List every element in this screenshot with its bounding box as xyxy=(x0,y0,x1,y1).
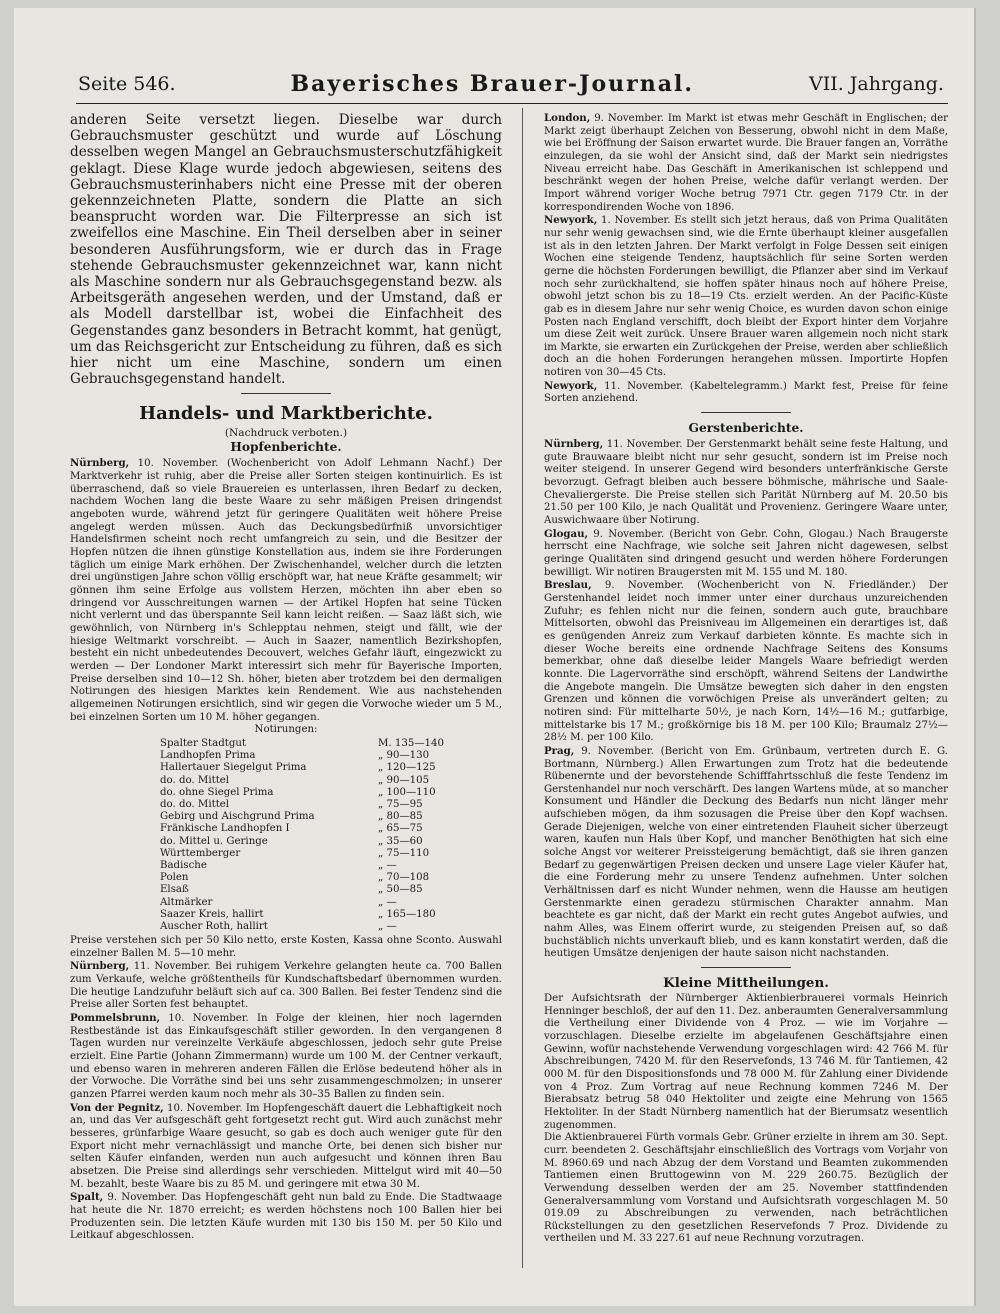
price-value: „ — xyxy=(378,896,397,908)
section-rule xyxy=(701,412,791,413)
price-sort: do. do. Mittel xyxy=(160,774,230,786)
price-row xyxy=(70,921,502,933)
price-sort: Elsaß xyxy=(160,884,189,896)
price-value: „ 90—130 xyxy=(378,750,430,762)
page-number: Seite 546. xyxy=(78,73,176,95)
price-value: „ 100—110 xyxy=(378,786,436,798)
price-row xyxy=(70,823,502,835)
price-row xyxy=(70,762,502,774)
report-body: 10. November. In Folge der kleinen, hier noch lagernden Restbestände ist das Einkaufsgeschäft stiller geworden. In den vergangenen 8 Tagen wurden nur vereinzelte Verkäufe abgeschlossen, jedoch sehr gute Preise erzielt. Eine Partie (Johann Zimmermann) wurde um 100 M. der Centner verkauft, und ebenso waren in mehreren anderen Fällen die Erlöse bedeutend höher als in der Vorwoche. Die Vorräthe sind bei uns sehr zusammengeschmolzen; in unserer ganzen Pfarrei werden kaum noch mehr als 30–35 Ballen zu finden sein. xyxy=(70,1013,502,1101)
price-value: „ 165—180 xyxy=(378,908,436,920)
price-row xyxy=(70,811,502,823)
prices-note: Preise verstehen sich per 50 Kilo netto, erste Kosten, Kassa ohne Sconto. Auswahl einzelner Ballen M. 5—10 mehr. xyxy=(70,935,502,959)
report-body: 9. November. (Bericht von Em. Grünbaum, vertreten durch E. G. Bortmann, Nürnberg.) Allen Erwartungen zum Trotz hat die bedeutende Rübenernte und der bevorstehende Schifffahrtsschluß die feste Tendenz im Gerstenhandel nur noch verschärft. Des langen Wartens müde, at so mancher Konsument und Händler die Deckung des Bedarfs nun nicht länger mehr aufschieben mögen, da ihm sozusagen die Preise über den Kopf wachsen. Gerade Diejenigen, welche von einer eintretenden Flauheit sicher überzeugt waren, kaufen nun Hals über Kopf, und mancher Benöthigten hat sich eine solche Angst vor weiterer Preissteigerung bemächtigt, daß sie ihren ganzen Bedarf zu gegenwärtigen Preisen decken und unsere Lage vieler Käufer hat, die eine Forderung mehr zu unsere Tendenz aufnehmen. Unter solchen Verhältnissen darf es nicht Wunder nehmen, wenn die Hausse am heutigen Gerstenmarkte einen geradezu stürmischen Charakter annahm. Man beachtete es gar nicht, daß der Markt ein recht gutes Angebot aufwies, und nahm Alles, was Einem offerirt wurde, zu steigenden Preisen auf, so daß buchstäblich nichts unverkauft blieb, und es kann konstatirt werden, daß die heutigen Umsätze denjenigen der haute saison nicht nachstanden. xyxy=(544,745,948,960)
price-row xyxy=(70,799,502,811)
newspaper-page xyxy=(14,8,976,1306)
report-pegnitz xyxy=(70,1102,502,1192)
report-nuernberg-2 xyxy=(70,960,502,1012)
price-value: „ 50—85 xyxy=(378,884,423,896)
price-value: „ — xyxy=(378,859,397,871)
price-table xyxy=(70,738,502,933)
report-body: 9. November. Im Markt ist etwas mehr Geschäft in Englischen; der Markt zeigt überhaupt Zeichen von Besserung, obwohl nicht in dem Maße, wie bei Eröffnung der Saison erwartet wurde. Die Brauer fangen an, Vorräthe einzulegen, da sie wohl der Ansicht sind, daß der Markt sein niedrigstes Niveau erreicht habe. Das Geschäft in Amerikanischen ist schleppend und beschränkt wegen der hohen Preise, welche dafür verlangt werden. Der Import während voriger Woche betrug 7971 Ctr. gegen 7179 Ctr. in der korrespondirenden Woche von 1896. xyxy=(544,113,948,213)
report-body: 9. November. Das Hopfengeschäft geht nun bald zu Ende. Die Stadtwaage hat heute die Nr. 1870 erreicht; es werden höchstens noch 100 Ballen hier bei Produzenten sein. Die letzten Käufe wurden mit 130 bis 150 M. per 50 Kilo und Leitkauf abgeschlossen. xyxy=(70,1192,502,1242)
gersten-title: Gerstenberichte. xyxy=(688,421,804,436)
report-glogau xyxy=(544,528,948,580)
price-sort: Auscher Roth, hallirt xyxy=(160,920,268,932)
journal-title: Bayerisches Brauer-Journal. xyxy=(290,71,695,97)
price-row xyxy=(70,860,502,872)
price-value: „ 75—95 xyxy=(378,798,423,810)
report-nuernberg-1 xyxy=(70,457,502,724)
price-sort: Landhopfen Prima xyxy=(160,750,256,762)
price-value: „ 80—85 xyxy=(378,811,423,823)
price-value: M. 135—140 xyxy=(378,737,444,749)
report-place: Breslau, xyxy=(544,579,592,592)
section-note: (Nachdruck verboten.) xyxy=(224,427,348,440)
left-column xyxy=(70,112,502,1252)
price-sort: do. do. Mittel xyxy=(160,798,230,810)
price-sort: Gebirg und Aischgrund Prima xyxy=(160,811,315,823)
price-sort: do. ohne Siegel Prima xyxy=(160,786,274,798)
report-g-nuernberg xyxy=(544,438,948,528)
page-header xyxy=(78,68,944,100)
price-value: „ 75—110 xyxy=(378,847,430,859)
header-rule xyxy=(76,103,948,104)
report-spalt xyxy=(70,1191,502,1243)
report-pommelsbrunn xyxy=(70,1012,502,1102)
report-place: Nürnberg, xyxy=(544,438,604,451)
report-place: Nürnberg, xyxy=(70,457,130,470)
price-sort: Württemberger xyxy=(160,847,241,859)
report-place: Newyork, xyxy=(544,379,598,392)
price-row xyxy=(70,836,502,848)
report-place: Glogau, xyxy=(544,527,589,540)
subsection-title: Hopfenberichte. xyxy=(230,440,342,455)
price-sort: Fränkische Landhopfen I xyxy=(160,823,290,835)
price-row xyxy=(70,848,502,860)
price-sort: Spalter Stadtgut xyxy=(160,737,247,749)
section-rule xyxy=(701,967,791,968)
report-london xyxy=(544,112,948,214)
price-value: „ 35—60 xyxy=(378,835,423,847)
price-value: „ 65—75 xyxy=(378,823,423,835)
price-row xyxy=(70,909,502,921)
kleine-item-1: Der Aufsichtsrath der Nürnberger Aktienbierbrauerei vormals Heinrich Henninger beschloß, der auf den 11. Dez. anberaumten Generalversammlung die Vertheilung einer Dividende von 4 Proz. — wie im Vorjahre — vorzuschlagen. Dieselbe erzielte im abgelaufenen Geschäftsjahre einen Gewinn, wofür nachstehende Verwendung vorgeschlagen wird: 42 766 M. für Abschreibungen, 7420 M. für den Reservefonds, 13 746 M. für Tantiemen, 42 000 M. für den Dispositionsfonds und 78 000 M. für Zahlung einer Dividende von 4 Proz. Zum Vortrag auf neue Rechnung kommen 7246 M. Der Bierabsatz betrug 58 040 Hektoliter und zeigte eine Mehrung von 1565 Hektoliter. In der Stadt Nürnberg namentlich hat der Bierumsatz wesentlich zugenommen. xyxy=(544,993,948,1131)
report-body: 11. November. Bei ruhigem Verkehre gelangten heute ca. 700 Ballen zum Verkaufe, welche größtentheils für Kundschaftsbedarf übernommen wurden. Die heutige Landzufuhr beläuft sich auf ca. 300 Ballen. Bei fester Tendenz sind die Preise aller Sorten fest behauptet. xyxy=(70,961,502,1011)
price-row xyxy=(70,872,502,884)
price-sort: Badische xyxy=(160,859,207,871)
report-body: Der Marktverkehr ist ruhig, aber die Preise aller Sorten steigen kontinuirlich. Es ist überraschend, daß so viele Brauereien es unterlassen, ihren Bedarf zu decken, nachdem Wochen lang die beste Waare zu sehr mäßigen Preisen dringendst angeboten wurde, während jetzt für geringere Qualitäten weit höhere Preise angelegt werden müssen. Auch das Deckungsbedürfniß unvorsichtiger Handelsfirmen scheint noch recht umfangreich zu sein, und die Besitzer der Hopfen nützen die ihnen günstige Konstellation aus, indem sie ihre Forderungen täglich um einige Mark erhöhen. Der Zwischenhandel, welcher durch die letzten drei ungünstigen Jahre schon völlig erschöpft war, hat neue Kräfte gesammelt; wir gönnen ihm seine Erfolge aus vollstem Herzen, möchten ihn aber eben so dringend vor Ausschreitungen warnen — der Artikel Hopfen hat seine Tücken nicht verlernt und das überspannte Seil kann leicht reißen. — Saaz läßt sich, wie gewöhnlich, von Nürnberg in's Schlepptau nehmen, steigt und fällt, wie der hiesige Weltmarkt vorschreibt. — Auch in Saazer, namentlich Bezirkshopfen, besteht ein nicht unbedeutendes Decouvert, welches Gefahr läuft, eingezwickt zu werden — Der Londoner Markt interessirt sich mehr für Bayerische Importen, Preise derselben sind 10—12 Sh. höher, bieten aber trotzdem bei den dermaligen Notirungen des hiesigen Marktes kein Rendement. Wie aus nachstehenden allgemeinen Notirungen ersichtlich, sind wir gegen die Vorwoche wieder um 5 M., bei einzelnen Sorten um 10 M. höher gegangen. xyxy=(70,458,502,723)
report-breslau xyxy=(544,579,948,745)
intro-paragraph: anderen Seite versetzt liegen. Dieselbe war durch Gebrauchsmuster geschützt und wurde auf Löschung desselben wegen Mangel an Gebrauchsmusterschutzfähigkeit geklagt. Diese Klage wurde jedoch abgewiesen, seitens des Gebrauchsmusterinhabers nicht eine Presse mit der oberen gekennzeichneten Platte, sondern die Platte an sich beansprucht worden war. Die Filterpresse an sich ist zweifellos eine Maschine. Ein Theil derselben aber in seiner besonderen Ausführungsform, wie er durch das in Frage stehende Gebrauchsmuster gekennzeichnet war, kann nicht als Maschine sondern nur als Gebrauchsgegenstand bezw. als Arbeitsgeräth angesehen werden, und der Umstand, daß er als Modell darstellbar ist, wobei die Einfachheit des Gegenstandes ganz besonders in Betracht kommt, hat genügt, um das Reichsgericht zur Entscheidung zu führen, daß es sich hier nicht um eine Maschine, sondern um einen Gebrauchsgegenstand handelt. xyxy=(70,112,502,388)
kleine-item-2: Die Aktienbrauerei Fürth vormals Gebr. Grüner erzielte in ihrem am 30. Sept. curr. beendeten 2. Geschäftsjahr einschließlich des Vortrags vom Vorjahr von M. 8960.69 und nach Abzug der dem Vorstand und Beamten zukommenden Tantiemen einen Bruttogewinn von M. 229 260.75. Bezüglich der Verwendung desselben werden der am 25. November stattfindenden Generalversammlung vom Vorstand und Aufsichtsrath vorgeschlagen M. 50 019.09 zu Abschreibungen zu verwenden, nach beträchtlichen Rückstellungen zu den gesetzlichen Reservefonds 7 Proz. Dividende zu vertheilen und M. 33 227.61 auf neue Rechnung vorzutragen. xyxy=(544,1132,948,1245)
report-body: 9. November. (Bericht von Gebr. Cohn, Glogau.) Nach Braugerste herrscht eine Nachfrage, wie solche seit Jahren nicht dagewesen, selbst geringe Qualitäten sind dringend gesucht und werden höhere Forderungen bewilligt. Wir notiren Braugersten mit M. 155 und M. 180. xyxy=(544,528,948,578)
price-sort: do. Mittel u. Geringe xyxy=(160,835,268,847)
report-body: 11. November. Der Gerstenmarkt behält seine feste Haltung, und gute Brauwaare bleibt nicht nur sehr gesucht, sondern ist im Preise noch weiter steigend. In unserer Gegend wird besonders unterfränkische Gerste bevorzugt. Gefragt bleiben auch bessere böhmische, mährische und Saale-Chevaliergerste. Die Preise stellen sich Parität Nürnberg auf M. 20.50 bis 21.50 per 100 Kilo, je nach Qualität und Provenienz. Geringere Waare unter, Auswichwaare über Notirung. xyxy=(544,439,948,527)
report-body: 9. November. (Wochenbericht von N. Friedländer.) Der Gerstenhandel leidet noch immer unter einer durchaus unzureichenden Zufuhr; es fehlen nicht nur die feinen, sondern auch gute, brauchbare Mittelsorten, obwohl das Preisniveau im Allgemeinen ein derartiges ist, daß es genügenden Anreiz zum Verkauf darbieten könnte. Es machte sich in dieser Woche bereits eine ordnende Nachfrage Seitens des Konsums bemerkbar, ohne daß dieselbe leider Mangels Waare befriedigt werden konnte. Die Lagervorräthe sind erschöpft, während Seitens der Landwirthe die Angebote mangeln. Die Umsätze bewegten sich daher in den engsten Grenzen und können die vorwöchigen Preise als unverändert gelten; zu notiren sind: Für mittelharte 50½, je nach Korn, 14½—16 M.; gutfarbige, mittelstarke bis 17 M.; großkörnige bis 18 M. per 100 Kilo; Braumalz 27½—28½ M. per 100 Kilo. xyxy=(544,580,948,744)
volume-label: VII. Jahrgang. xyxy=(808,73,944,95)
report-body: 10. November. Im Hopfengeschäft dauert die Lebhaftigkeit noch an, und das Ver aufsgeschäft geht fortgesetzt recht gut. Wird auch zunächst mehr besseres, grünfarbige Waare gesucht, so gab es doch auch weniger gute für den Export nicht mehr vernachlässigt und manche Orte, bei denen sich bisher nur selten Käufer einfanden, werden nun auch aufgesucht und können ihren Bau absetzen. Die Preise sind allerdings sehr verschieden. Mittelgut wird mit 40—50 M. bezahlt, beste Waare bis zu 85 M. und geringere mit etwa 30 M. xyxy=(70,1102,502,1190)
report-place: Prag, xyxy=(544,744,575,757)
section-rule xyxy=(241,393,331,394)
report-body: 1. November. Es stellt sich jetzt heraus, daß von Prima Qualitäten nur sehr wenig gewachsen sind, wie die Ernte überhaupt kleiner ausgefallen ist als in den letzten Jahren. Der Markt verfolgt in Folge Dessen seit einigen Wochen eine steigende Tendenz, hauptsächlich für seine Sorten werden gerne die höchsten Forderungen bewilligt, die Pflanzer aber sind im Verkauf noch sehr zurückhaltend, sie hoffen später hinaus noch auf höhere Preise, obwohl jetzt schon bis zu 18—19 Cts. erzielt werden. An der Pacific-Küste gab es in diesem Jahre nur sehr wenig Choice, es wurden davon schon einige Posten nach England verschifft, doch bleibt der Export hinter dem Vorjahre um diese Zeit weit zurück. Unsere Brauer waren allgemein noch nicht stark im Markte, sie erwarten ein Zurückgehen der Preise, werden aber schließlich doch an die hohen Forderungen herangehen müssen. Importirte Hopfen notiren von 30—45 Cts. xyxy=(544,215,948,379)
price-value: „ — xyxy=(378,920,397,932)
report-place: Pommelsbrunn, xyxy=(70,1012,161,1025)
price-sort: Saazer Kreis, hallirt xyxy=(160,908,264,920)
report-prag xyxy=(544,745,948,961)
right-column xyxy=(544,112,948,1252)
column-divider xyxy=(522,108,523,1268)
price-value: „ 70—108 xyxy=(378,872,430,884)
report-body: 11. November. (Kabeltelegramm.) Markt fest, Preise für feine Sorten anziehend. xyxy=(544,380,948,405)
price-row xyxy=(70,738,502,750)
price-row xyxy=(70,750,502,762)
price-row xyxy=(70,775,502,787)
price-row xyxy=(70,787,502,799)
notirungen-label: Notirungen: xyxy=(254,724,318,736)
section-title: Handels- und Marktberichte. xyxy=(139,403,433,425)
report-place: London, xyxy=(544,112,591,124)
report-newyork-2 xyxy=(544,380,948,406)
report-place: Newyork, xyxy=(544,214,598,227)
price-sort: Hallertauer Siegelgut Prima xyxy=(160,762,307,774)
report-place: Spalt, xyxy=(70,1191,104,1204)
report-head: 10. November. (Wochenbericht von Adolf Lehmann Nachf.) xyxy=(137,458,475,470)
price-value: „ 90—105 xyxy=(378,774,430,786)
report-newyork-1 xyxy=(544,214,948,380)
price-row xyxy=(70,884,502,896)
kleine-title: Kleine Mittheilungen. xyxy=(663,975,829,991)
price-row xyxy=(70,897,502,909)
price-value: „ 120—125 xyxy=(378,762,436,774)
price-sort: Altmärker xyxy=(160,896,213,908)
price-sort: Polen xyxy=(160,872,189,884)
report-place: Von der Pegnitz, xyxy=(70,1101,164,1114)
report-place: Nürnberg, xyxy=(70,960,130,973)
